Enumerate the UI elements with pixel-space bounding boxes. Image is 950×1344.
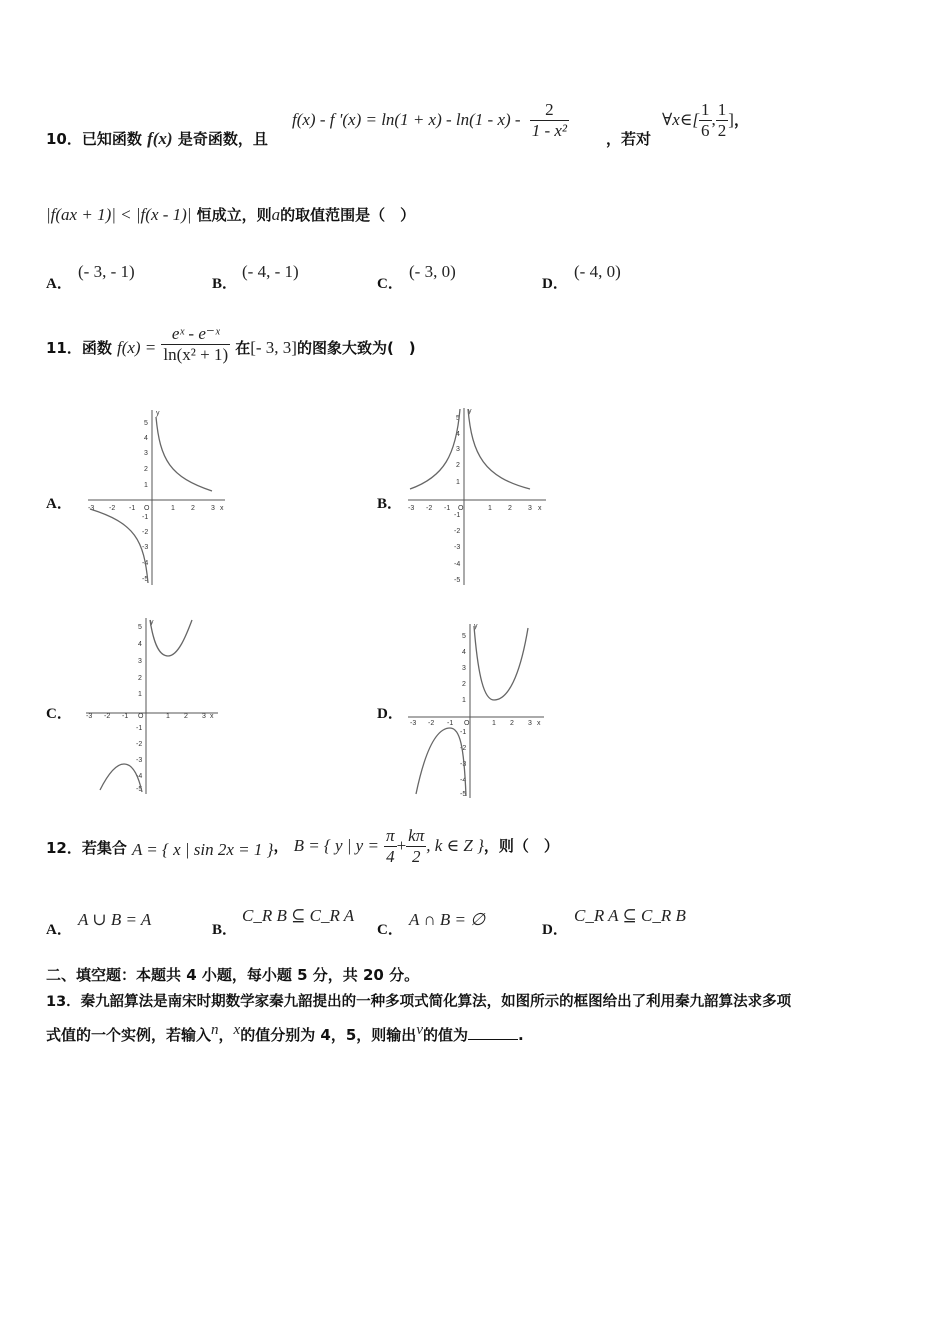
- svg-text:-3: -3: [460, 761, 467, 768]
- svg-text:3: 3: [138, 658, 142, 665]
- svg-text:-2: -2: [428, 720, 435, 727]
- svg-text:2: 2: [508, 505, 512, 512]
- svg-text:-4: -4: [142, 560, 149, 567]
- svg-text:O: O: [138, 713, 144, 720]
- q12-set-a: A = { x | sin 2x = 1 }: [131, 840, 274, 859]
- q10-equation: f(x) - f '(x) = ln(1 + x) - ln(1 - x) - $\frac{2}{\text{1 - x²}}$: [292, 100, 567, 140]
- svg-text:1: 1: [144, 482, 148, 489]
- svg-text:1: 1: [488, 505, 492, 512]
- svg-text:4: 4: [456, 431, 460, 438]
- q11-graph-c-label: C．: [46, 706, 72, 722]
- svg-text:-4: -4: [460, 777, 467, 784]
- q11-graph-c: [80, 616, 230, 796]
- svg-text:-2: -2: [426, 505, 433, 512]
- svg-text:O: O: [144, 505, 150, 512]
- svg-text:-1: -1: [122, 713, 129, 720]
- svg-text:-2: -2: [136, 741, 143, 748]
- svg-text:1: 1: [138, 691, 142, 698]
- svg-text:-5: -5: [142, 576, 149, 583]
- svg-text:-3: -3: [408, 505, 415, 512]
- graph-d-axis-labels: [410, 623, 541, 798]
- graph-b-curve-right: [468, 409, 530, 489]
- q10-option-c: (- 3, 0): [409, 262, 456, 281]
- q10-option-d-label: D．: [542, 276, 568, 292]
- svg-text:3: 3: [456, 446, 460, 453]
- graph-d-curve-right: [474, 626, 528, 700]
- q10-option-a-label: A．: [46, 276, 72, 292]
- svg-text:-3: -3: [142, 544, 149, 551]
- graph-c-axis-labels: [86, 619, 214, 793]
- q12-stem: 12．若集合 A = { x | sin 2x = 1 }， B = { y | y = $\frac{\pi}{4}$ + $\frac{k\pi}{2}$ , k ∈ Z }，则（ ）: [46, 826, 559, 866]
- graph-b-curve-left: [410, 409, 460, 489]
- q12-option-a: A ∪ B = A: [78, 910, 152, 929]
- graph-c-curve-right: [150, 620, 192, 656]
- svg-text:2: 2: [144, 466, 148, 473]
- svg-text:-5: -5: [454, 577, 461, 584]
- q12-option-a-label: A．: [46, 922, 72, 938]
- graph-a-curve-left: [90, 509, 148, 583]
- svg-text:y: y: [150, 619, 154, 626]
- q12-set-b: B = { y | y =: [293, 836, 379, 855]
- graph-a-curve-right: [156, 417, 212, 491]
- svg-text:3: 3: [211, 505, 215, 512]
- svg-text:5: 5: [138, 624, 142, 631]
- svg-text:1: 1: [456, 479, 460, 486]
- svg-text:x: x: [220, 505, 224, 512]
- svg-text:-1: -1: [142, 514, 149, 521]
- svg-text:-2: -2: [104, 713, 111, 720]
- q10-ruodui: ，若对: [606, 130, 652, 148]
- svg-text:-1: -1: [460, 729, 467, 736]
- svg-text:-1: -1: [444, 505, 451, 512]
- svg-text:y: y: [468, 408, 472, 415]
- svg-text:-3: -3: [454, 544, 461, 551]
- q10-fraction: $\frac{2}{\text{1 - x²}}$: [531, 100, 567, 140]
- svg-text:-4: -4: [454, 561, 461, 568]
- q11-graph-d: [404, 616, 554, 798]
- svg-text:1: 1: [462, 697, 466, 704]
- q11-graph-b: [404, 405, 554, 585]
- svg-text:4: 4: [144, 435, 148, 442]
- svg-text:4: 4: [462, 649, 466, 656]
- svg-text:-3: -3: [136, 757, 143, 764]
- svg-text:3: 3: [528, 505, 532, 512]
- svg-text:x: x: [538, 505, 542, 512]
- svg-text:-3: -3: [86, 713, 93, 720]
- svg-text:-5: -5: [460, 791, 467, 798]
- svg-text:1: 1: [166, 713, 170, 720]
- svg-text:2: 2: [184, 713, 188, 720]
- q12-option-c: A ∩ B = ∅: [409, 910, 486, 929]
- svg-text:3: 3: [202, 713, 206, 720]
- q10-line2: |f(ax + 1)| < |f(x - 1)| 恒成立，则a的取值范围是（ ）: [46, 205, 416, 224]
- q10-option-c-label: C．: [377, 276, 403, 292]
- svg-text:-2: -2: [454, 528, 461, 535]
- svg-text:-4: -4: [136, 773, 143, 780]
- q12-option-d-label: D．: [542, 922, 568, 938]
- svg-text:2: 2: [138, 675, 142, 682]
- q10-prefix: 10．已知函数 f(x) 是奇函数，且: [46, 129, 268, 148]
- svg-text:2: 2: [462, 681, 466, 688]
- graph-d-curve-left: [416, 728, 466, 796]
- svg-text:y: y: [156, 410, 160, 417]
- q10-fx: f(x): [147, 129, 173, 148]
- svg-text:2: 2: [510, 720, 514, 727]
- q12-option-b-label: B．: [212, 922, 238, 938]
- q12-option-b: C_R B ⊆ C_R A: [242, 906, 355, 925]
- q10-option-b-label: B．: [212, 276, 238, 292]
- svg-text:-2: -2: [109, 505, 116, 512]
- q11-graph-a-label: A．: [46, 496, 72, 512]
- svg-text:1: 1: [492, 720, 496, 727]
- q12-option-d: C_R A ⊆ C_R B: [574, 906, 686, 925]
- svg-text:y: y: [474, 623, 478, 630]
- q10-inequality: |f(ax + 1)| < |f(x - 1)|: [46, 205, 192, 224]
- q11-fraction: $\frac{\text{eˣ - e⁻ˣ}}{\text{ln(x² + 1)}}$: [163, 324, 229, 364]
- q13-answer-blank[interactable]: [468, 1027, 518, 1040]
- q10-option-d: (- 4, 0): [574, 262, 621, 281]
- q10-forall-interval: ∀x∈[ $\frac{1}{6}$ , $\frac{1}{2}$ ]，: [662, 100, 749, 140]
- svg-text:4: 4: [138, 641, 142, 648]
- q11-graph-a: [80, 405, 230, 585]
- q11-graph-b-label: B．: [377, 496, 403, 512]
- q13-line2: 式值的一个实例，若输入n，x的值分别为 4，5，则输出v的值为 .: [46, 1022, 524, 1044]
- svg-text:-1: -1: [447, 720, 454, 727]
- q10-option-b: (- 4, - 1): [242, 262, 299, 281]
- svg-text:x: x: [537, 720, 541, 727]
- svg-text:3: 3: [462, 665, 466, 672]
- q12-option-c-label: C．: [377, 922, 403, 938]
- q10-option-a: (- 3, - 1): [78, 262, 135, 281]
- svg-text:x: x: [210, 713, 214, 720]
- svg-text:1: 1: [171, 505, 175, 512]
- svg-text:-1: -1: [454, 512, 461, 519]
- section2-heading: 二、填空题：本题共 4 小题，每小题 5 分，共 20 分。: [46, 966, 420, 984]
- svg-text:-2: -2: [460, 745, 467, 752]
- q13-line1: 13．秦九韶算法是南宋时期数学家秦九韶提出的一种多项式简化算法，如图所示的框图给出了利用秦九韶算法求多项: [46, 994, 792, 1010]
- svg-text:-3: -3: [88, 505, 95, 512]
- svg-text:-1: -1: [129, 505, 136, 512]
- svg-text:2: 2: [191, 505, 195, 512]
- svg-text:5: 5: [144, 420, 148, 427]
- q11-graph-d-label: D．: [377, 706, 403, 722]
- svg-text:2: 2: [456, 462, 460, 469]
- graph-a-axis-labels: [88, 410, 224, 583]
- svg-text:-2: -2: [142, 529, 149, 536]
- svg-text:5: 5: [456, 415, 460, 422]
- svg-text:3: 3: [144, 450, 148, 457]
- q11-stem: 11．函数 f(x) = $\frac{\text{eˣ - e⁻ˣ}}{\text{ln(x² + 1)}}$ 在[- 3, 3]的图象大致为( ): [46, 324, 416, 364]
- svg-text:-5: -5: [136, 786, 143, 793]
- svg-text:O: O: [458, 505, 464, 512]
- svg-text:O: O: [464, 720, 470, 727]
- svg-text:5: 5: [462, 633, 466, 640]
- svg-text:3: 3: [528, 720, 532, 727]
- svg-text:-3: -3: [410, 720, 417, 727]
- svg-text:-1: -1: [136, 725, 143, 732]
- graph-b-axis-labels: [408, 408, 542, 584]
